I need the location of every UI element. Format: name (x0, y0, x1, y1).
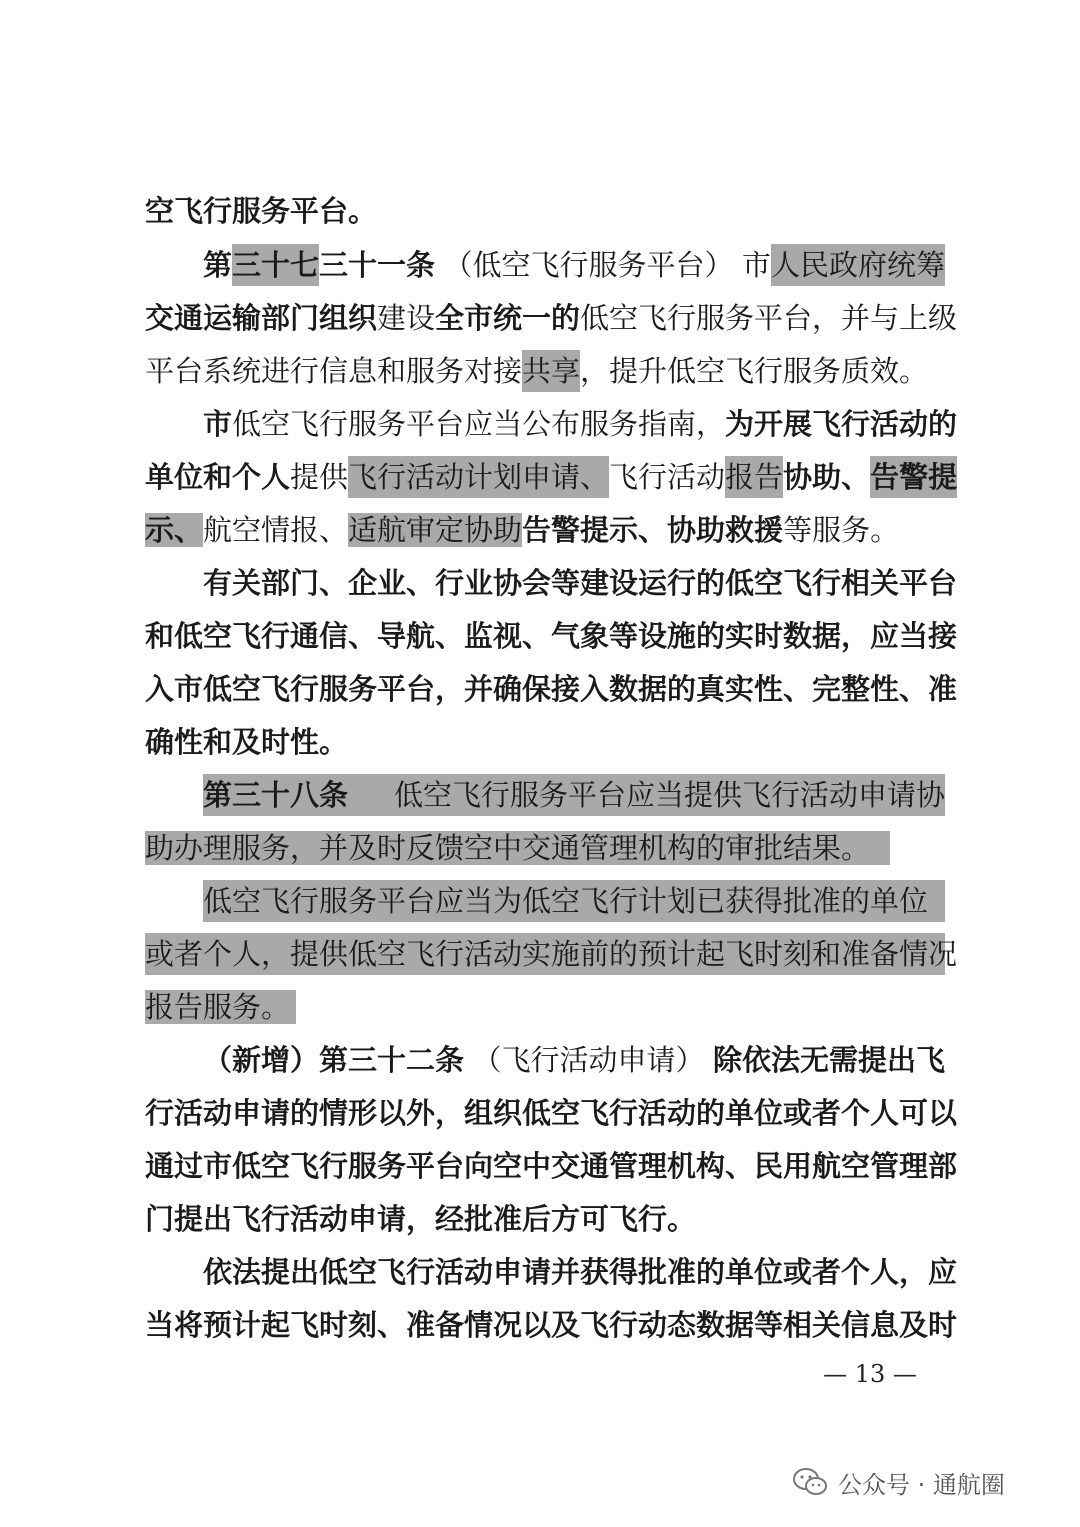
text-segment: （低空飞行服务平台） (443, 248, 734, 282)
text-segment: 低空飞行服务平台应当提供飞行活动申请协 (393, 778, 945, 812)
text-line (145, 933, 958, 975)
text-segment: （新增）第三十二条 (203, 1043, 465, 1077)
text-line: 依法提出低空飞行活动申请并获得批准的单位或者个人，应 (203, 1255, 958, 1289)
text-segment: 单位和个人 (145, 460, 291, 494)
highlight-deleted: 或者个人，提供低空飞行活动实施前的预计起飞时刻和准备情况 (145, 933, 945, 975)
text-segment: 建设 (377, 301, 436, 335)
text-segment: 全市统一的 (435, 301, 581, 335)
text-line (203, 403, 958, 445)
text-segment: 市 (203, 407, 233, 441)
highlight-deleted: 飞行活动计划申请、 (348, 456, 609, 498)
text-line: 当将预计起飞时刻、准备情况以及飞行动态数据等相关信息及时 (145, 1308, 958, 1342)
text-line (203, 774, 945, 816)
text-line: 和低空飞行通信、导航、监视、气象等设施的实时数据，应当接 (145, 619, 958, 653)
highlight-deleted: 示、 (145, 513, 204, 547)
text-segment: 协助、告警提 (783, 456, 957, 498)
text-segment: 第三十七三十一条 (203, 244, 435, 286)
text-line: 通过市低空飞行服务平台向空中交通管理机构、民用航空管理部 (145, 1149, 958, 1183)
text-segment: 市人民政府统筹 (742, 244, 945, 286)
text-line: 有关部门、企业、行业协会等建设运行的低空飞行相关平台 (203, 566, 958, 600)
text-segment: 等服务。 (783, 513, 900, 547)
text-segment: 告警提示、协助救援 (522, 513, 784, 547)
highlight-deleted: 共享 (522, 350, 580, 392)
watermark (792, 1464, 1005, 1500)
text-line: 行活动申请的情形以外，组织低空飞行活动的单位或者个人可以 (145, 1096, 958, 1130)
text-line (145, 986, 945, 1028)
text-line (145, 190, 945, 232)
text-line (145, 350, 945, 392)
highlight-deleted: 适航审定协助 (348, 513, 523, 547)
text-line: 确性和及时性。 (145, 725, 349, 759)
highlight-deleted: 低空飞行服务平台应当为低空飞行计划已获得批准的单位 (203, 880, 945, 922)
text-line: 入市低空飞行服务平台，并确保接入数据的真实性、完整性、准 (145, 672, 958, 706)
text-segment: 平台系统进行信息和服务对接共享，提升低空飞行服务质效。 (145, 350, 928, 392)
text-line: 门提出飞行活动申请，经批准后方可飞行。 (145, 1202, 697, 1236)
text-segment: 除依法无需提出飞 (712, 1043, 945, 1077)
article-heading (203, 244, 945, 286)
watermark-text: 公众号 · 通航圈 (838, 1470, 1005, 1499)
highlight-deleted: 助办理服务，并及时反馈空中交通管理机构的审批结果。 (145, 831, 890, 865)
highlight-deleted (203, 774, 945, 816)
text-segment: 低空飞行服务平台应当公布服务指南， (232, 407, 726, 441)
text-segment: （飞行活动申请） (472, 1043, 705, 1077)
text-segment: 空飞行服务平台。 (145, 194, 378, 228)
text-segment: 提供飞行活动计划申请、飞行活动报告 (290, 456, 783, 498)
text-segment: 低空飞行服务平台，并与上级 (580, 301, 958, 335)
text-segment: 交通运输部门组织 (145, 301, 378, 335)
page-number: — 13 — (823, 1360, 917, 1388)
article-heading (203, 1039, 945, 1081)
highlight-deleted: 报告服务。 (145, 990, 296, 1024)
highlight-deleted: 人民政府统筹 (771, 244, 945, 286)
text-segment: 第三十八条 (203, 778, 349, 812)
text-line (145, 827, 945, 869)
text-line (145, 456, 958, 498)
highlight-deleted: 报告 (725, 456, 783, 498)
text-segment: 为开展飞行活动的 (725, 407, 958, 441)
text-line (145, 509, 945, 551)
highlight-deleted: 三十七 (232, 244, 319, 286)
wechat-icon (792, 1467, 828, 1497)
text-line (145, 297, 958, 339)
text-segment: 航空情报、适航审定协助 (203, 513, 523, 547)
text-line (203, 880, 945, 922)
